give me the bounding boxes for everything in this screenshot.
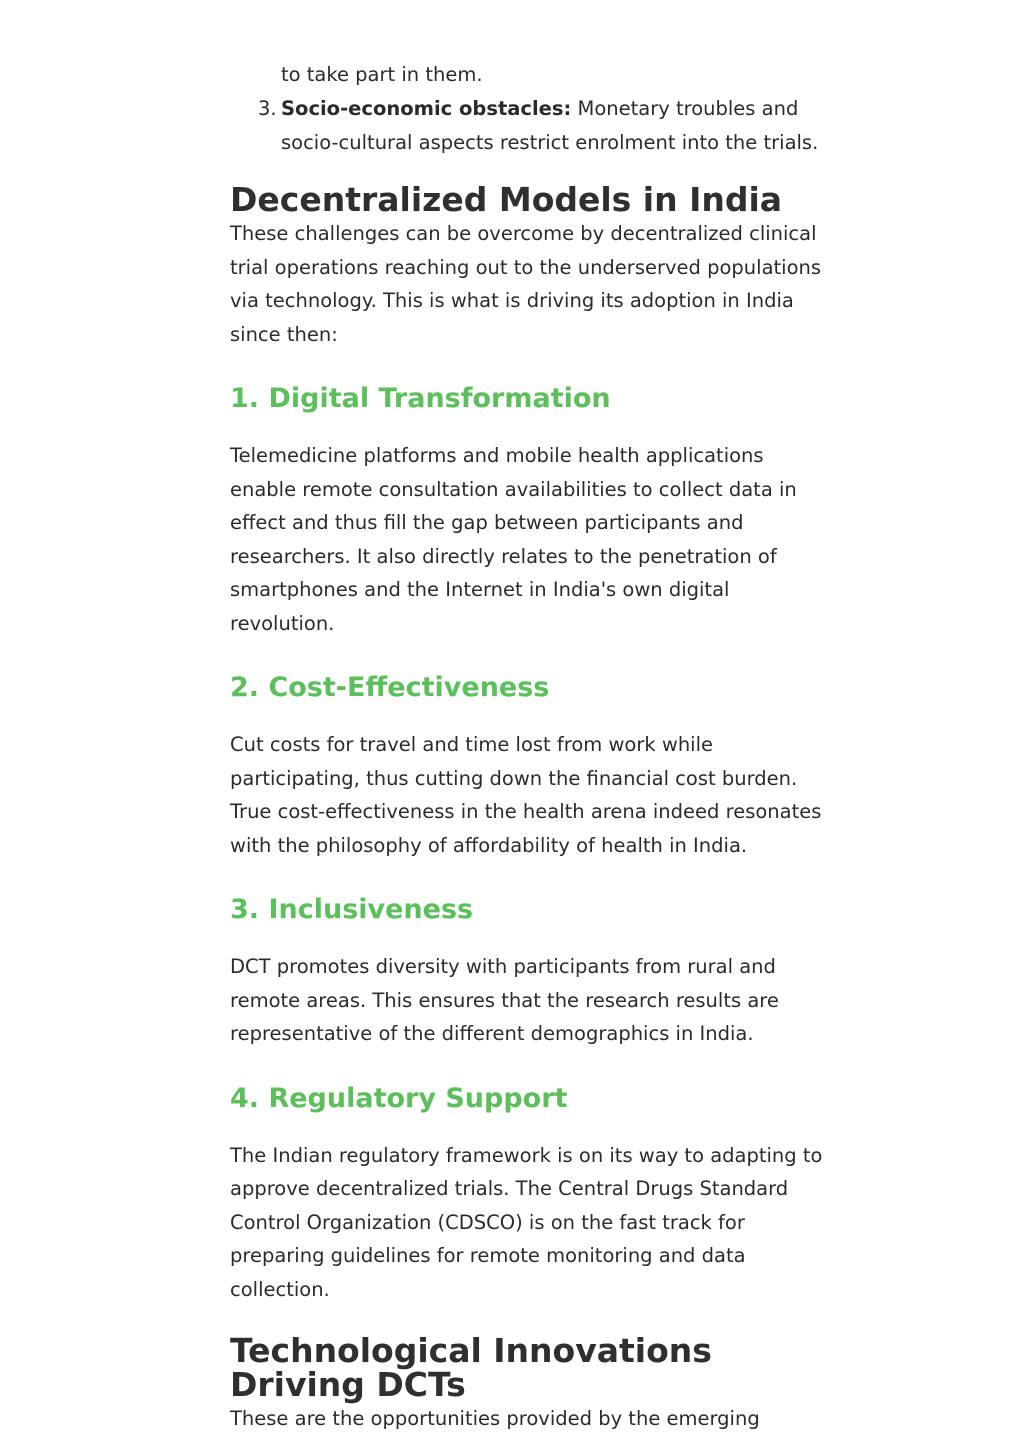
subheading-cost-effectiveness: 2. Cost-Effectiveness [230, 672, 550, 703]
subheading-regulatory-support: 4. Regulatory Support [230, 1082, 568, 1114]
list-item [230, 92, 830, 160]
list-item-continuation: to take part in them. [281, 63, 483, 86]
article-content [230, 58, 830, 1436]
list-item-term: Socio-economic obstacles: [281, 97, 572, 120]
paragraph-digital-transformation: Telemedicine platforms and mobile health applications enable remote consultation availabilities to collect data in effect and thus fill the gap between participants and researchers. It also directly relates to the penetration of smartphones and the Internet in India's own digital revolution. [230, 444, 797, 635]
intro-paragraph: These challenges can be overcome by decentralized clinical trial operations reaching out to the underserved populations via technology. This is what is driving its adoption in India since then: [230, 222, 822, 346]
tech-intro-paragraph: These are the opportunities provided by the emerging [230, 1407, 760, 1430]
subheading-digital-transformation: 1. Digital Transformation [230, 383, 611, 414]
paragraph-cost-effectiveness: Cut costs for travel and time lost from work while participating, thus cutting down the financial cost burden. True cost-effectiveness in the health arena indeed resonates with the philosophy of affordability of health in India. [230, 733, 822, 857]
heading-decentralized-models: Decentralized Models in India [230, 180, 783, 219]
obstacles-list [230, 92, 830, 160]
subheading-inclusiveness: 3. Inclusiveness [230, 894, 474, 925]
paragraph-inclusiveness: DCT promotes diversity with participants from rural and remote areas. This ensures that the research results are representative of the different demographics in India. [230, 955, 779, 1045]
list-item-number: 3. [258, 97, 277, 120]
paragraph-regulatory-support: The Indian regulatory framework is on its way to adapting to approve decentralized trials. The Central Drugs Standard Control Organization (CDSCO) is on the fast track for preparing guidelines for remote monitoring and data collection. [230, 1143, 823, 1301]
heading-technological-innovations: Technological Innovations Driving DCTs [230, 1331, 712, 1404]
list-item-text: Monetary troubles and socio-cultural aspects restrict enrolment into the trials. [281, 97, 819, 154]
